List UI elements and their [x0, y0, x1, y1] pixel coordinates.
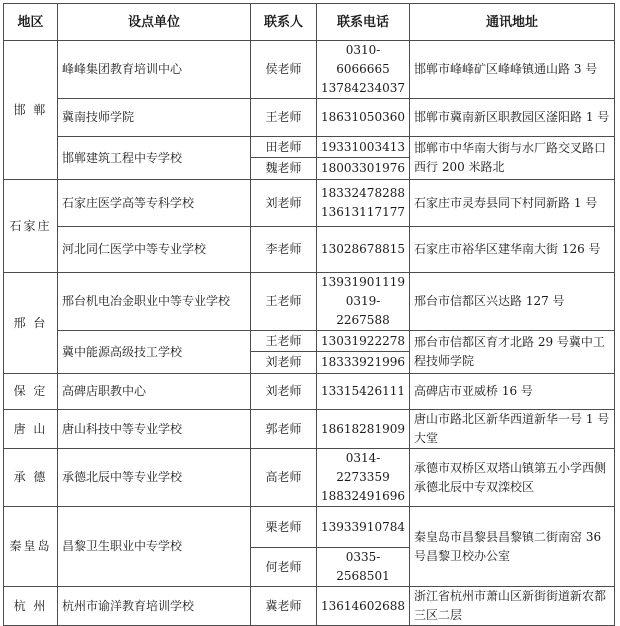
- contact-name-cell: 冀老师: [251, 587, 317, 626]
- address-cell: 石家庄市灵寿县同下村同新路 1 号: [410, 180, 615, 227]
- unit-name-cell: 邢台机电冶金职业中等专业学校: [58, 273, 251, 331]
- table-header-row: [4, 4, 615, 41]
- phone-cell: 18631050360: [317, 99, 410, 137]
- address-cell: 邢台市信都区兴达路 127 号: [410, 273, 615, 331]
- table-row: [4, 331, 615, 352]
- contact-name-cell: 栗老师: [251, 507, 317, 548]
- phone-cell: 13931901119 0319-2267588: [317, 273, 410, 331]
- header-phone: 联系电话: [317, 4, 410, 41]
- address-cell: 邢台市信都区育才北路 29 号冀中工程技师学院: [410, 331, 615, 374]
- contact-name-cell: 魏老师: [251, 158, 317, 180]
- contact-name-cell: 王老师: [251, 331, 317, 352]
- contact-name-cell: 王老师: [251, 273, 317, 331]
- contact-name-cell: 何老师: [251, 548, 317, 587]
- unit-name-cell: 峰峰集团教育培训中心: [58, 41, 251, 99]
- phone-cell: 19331003413: [317, 137, 410, 158]
- phone-cell: 18332478288 13613117177: [317, 180, 410, 227]
- address-cell: 石家庄市裕华区建华南大街 126 号: [410, 227, 615, 273]
- unit-name-cell: 唐山科技中等专业学校: [58, 410, 251, 449]
- phone-cell: 18618281909: [317, 410, 410, 449]
- contact-name-cell: 刘老师: [251, 374, 317, 410]
- unit-name-cell: 石家庄医学高等专科学校: [58, 180, 251, 227]
- phone-cell: 13031922278: [317, 331, 410, 352]
- address-cell: 承德市双桥区双塔山镇第五小学西侧承德北辰中专双滦校区: [410, 449, 615, 507]
- table-row: [4, 410, 615, 449]
- table-row: [4, 449, 615, 507]
- phone-cell: 0310-6066665 13784234037: [317, 41, 410, 99]
- table-row: [4, 227, 615, 273]
- contact-name-cell: 王老师: [251, 99, 317, 137]
- table-row: [4, 180, 615, 227]
- unit-name-cell: 冀中能源高级技工学校: [58, 331, 251, 374]
- unit-name-cell: 杭州市谕洋教育培训学校: [58, 587, 251, 626]
- region-cell: 唐 山: [4, 410, 58, 449]
- phone-cell: 18333921996: [317, 352, 410, 374]
- contact-name-cell: 刘老师: [251, 352, 317, 374]
- contact-name-cell: 刘老师: [251, 180, 317, 227]
- contact-name-cell: 高老师: [251, 449, 317, 507]
- region-cell: 杭 州: [4, 587, 58, 626]
- table-row: [4, 374, 615, 410]
- address-cell: 浙江省杭州市萧山区新街街道新农都三区二层: [410, 587, 615, 626]
- table-row: [4, 587, 615, 626]
- contact-name-cell: 李老师: [251, 227, 317, 273]
- unit-name-cell: 河北同仁医学中等专业学校: [58, 227, 251, 273]
- phone-cell: 18003301976: [317, 158, 410, 180]
- address-cell: 秦皇岛市昌黎县昌黎镇二街南窑 36 号昌黎卫校办公室: [410, 507, 615, 587]
- header-address: 通讯地址: [410, 4, 615, 41]
- address-cell: 邯郸市冀南新区职教园区滏阳路 1 号: [410, 99, 615, 137]
- table-row: [4, 137, 615, 158]
- phone-cell: 13933910784: [317, 507, 410, 548]
- region-cell: 邯 郸: [4, 41, 58, 180]
- header-unit: 设点单位: [58, 4, 251, 41]
- header-contact: 联系人: [251, 4, 317, 41]
- phone-cell: 0335-2568501: [317, 548, 410, 587]
- phone-cell: 13315426111: [317, 374, 410, 410]
- phone-cell: 13028678815: [317, 227, 410, 273]
- unit-name-cell: 冀南技师学院: [58, 99, 251, 137]
- region-cell: 秦皇岛: [4, 507, 58, 587]
- contact-name-cell: 田老师: [251, 137, 317, 158]
- address-cell: 邯郸市中华南大街与水厂路交叉路口西行 200 米路北: [410, 137, 615, 180]
- unit-name-cell: 承德北辰中等专业学校: [58, 449, 251, 507]
- table-row: [4, 507, 615, 548]
- phone-cell: 0314-2273359 18832491696: [317, 449, 410, 507]
- table-row: [4, 273, 615, 331]
- address-cell: 唐山市路北区新华西道新华一号 1 号大堂: [410, 410, 615, 449]
- table-row: [4, 41, 615, 99]
- table-row: [4, 99, 615, 137]
- address-cell: 邯郸市峰峰矿区峰峰镇通山路 3 号: [410, 41, 615, 99]
- phone-cell: 13614602688: [317, 587, 410, 626]
- unit-name-cell: 邯郸建筑工程中专学校: [58, 137, 251, 180]
- unit-name-cell: 高碑店职教中心: [58, 374, 251, 410]
- header-region: 地区: [4, 4, 58, 41]
- region-cell: 邢 台: [4, 273, 58, 374]
- unit-name-cell: 昌黎卫生职业中专学校: [58, 507, 251, 587]
- contact-name-cell: 郭老师: [251, 410, 317, 449]
- contact-table-container: [3, 3, 614, 622]
- region-cell: 保 定: [4, 374, 58, 410]
- address-cell: 高碑店市亚威桥 16 号: [410, 374, 615, 410]
- contact-name-cell: 侯老师: [251, 41, 317, 99]
- region-cell: 石家庄: [4, 180, 58, 273]
- training-sites-table: [3, 3, 615, 626]
- region-cell: 承 德: [4, 449, 58, 507]
